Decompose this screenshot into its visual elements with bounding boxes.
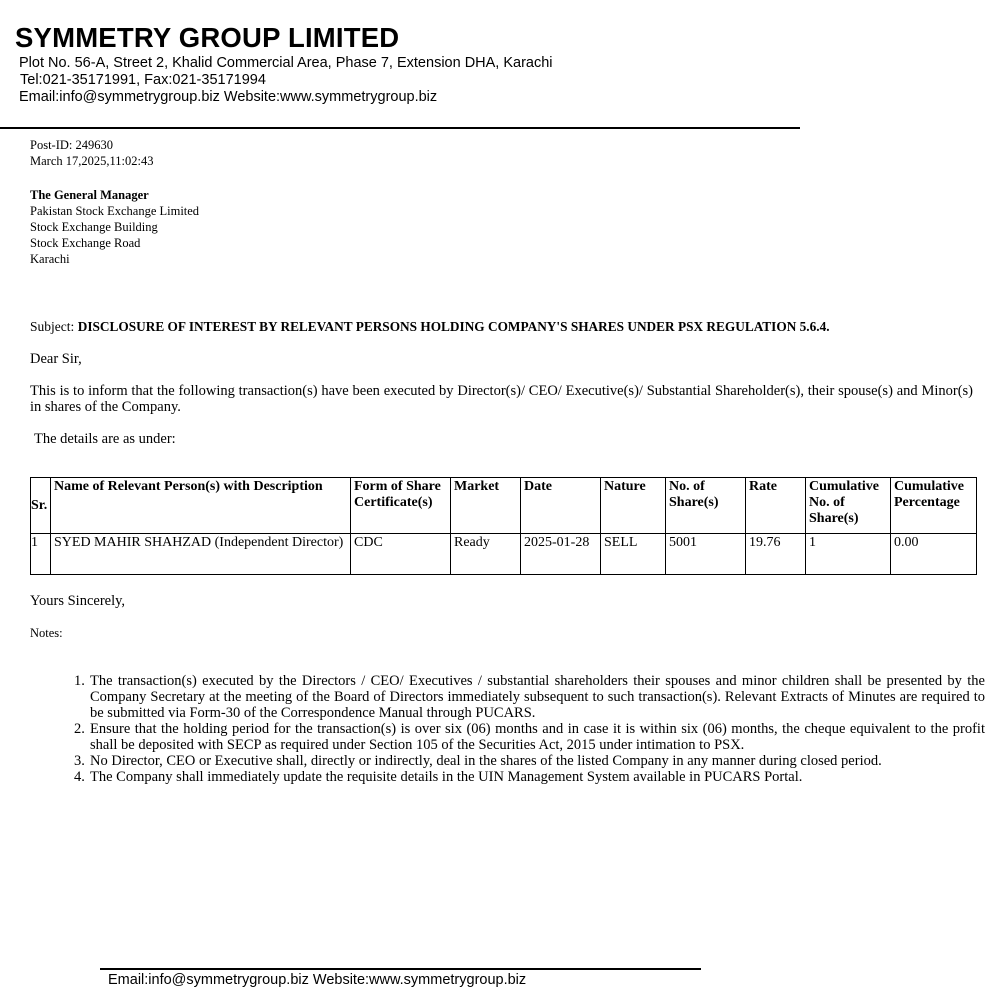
- recipient-line: Pakistan Stock Exchange Limited: [30, 204, 200, 218]
- company-address: Plot No. 56-A, Street 2, Khalid Commercial Area, Phase 7, Extension DHA, Karachi: [19, 55, 553, 71]
- cell-nature: SELL: [601, 534, 666, 575]
- subject-text: DISCLOSURE OF INTEREST BY RELEVANT PERSONS HOLDING COMPANY'S SHARES UNDER PSX REGULATION 5.6.4.: [77, 319, 830, 334]
- table-header-row: [31, 478, 977, 534]
- note-text: No Director, CEO or Executive shall, directly or indirectly, deal in the shares of the listed Company in any manner during closed period.: [90, 753, 882, 769]
- note-text: The transaction(s) executed by the Directors / CEO/ Executives / substantial shareholders their spouses and minor children shall be presented by the Company Secretary at the meeting of the Board of Directors immediately subsequent to such transaction(s). Relevant Extracts of Minutes are required to be submitted via Form-30 of the Correspondence Manual through PUCARS.: [90, 673, 985, 721]
- header-form: Form of Share Certificate(s): [351, 478, 451, 534]
- note-number: 3.: [74, 753, 85, 769]
- header-date: Date: [521, 478, 601, 534]
- recipient-title: The General Manager: [30, 188, 149, 202]
- header-cumulative-shares: Cumulative No. of Share(s): [806, 478, 891, 534]
- notes-label: Notes:: [30, 626, 63, 640]
- note-number: 4.: [74, 769, 85, 785]
- post-id: Post-ID: 249630: [30, 138, 113, 152]
- header-cumulative-percentage: Cumulative Percentage: [891, 478, 977, 534]
- recipient-line: Karachi: [30, 252, 70, 266]
- recipient-line: Stock Exchange Road: [30, 236, 141, 250]
- cell-market: Ready: [451, 534, 521, 575]
- header-shares: No. of Share(s): [666, 478, 746, 534]
- recipient-line: Stock Exchange Building: [30, 220, 158, 234]
- cell-date: 2025-01-28: [521, 534, 601, 575]
- cell-sr: 1: [31, 534, 51, 575]
- note-text: Ensure that the holding period for the transaction(s) is over six (06) months and in case it is within six (06) months, the cheque equivalent to the profit shall be deposited with SECP as required under Section 105 of the Securities Act, 2015 under intimation to PSX.: [90, 721, 985, 753]
- header-sr: Sr.: [31, 478, 51, 534]
- list-item: [74, 721, 985, 753]
- note-number: 2.: [74, 721, 85, 737]
- list-item: [74, 753, 985, 769]
- list-item: [74, 769, 985, 785]
- details-intro: The details are as under:: [34, 431, 176, 447]
- subject-line: [30, 319, 830, 336]
- cell-cumulative-shares: 1: [806, 534, 891, 575]
- note-number: 1.: [74, 673, 85, 689]
- subject-label: Subject:: [30, 319, 75, 334]
- cell-form: CDC: [351, 534, 451, 575]
- header-rate: Rate: [746, 478, 806, 534]
- footer-divider: [100, 968, 701, 970]
- cell-shares: 5001: [666, 534, 746, 575]
- notes-list: [74, 673, 985, 785]
- company-phone-fax: Tel:021-35171991, Fax:021-35171994: [20, 72, 266, 88]
- company-email-website: Email:info@symmetrygroup.biz Website:www.symmetrygroup.biz: [19, 89, 438, 105]
- header-nature: Nature: [601, 478, 666, 534]
- table-row: [31, 534, 977, 575]
- post-date: March 17,2025,11:02:43: [30, 154, 154, 168]
- header-name: Name of Relevant Person(s) with Description: [51, 478, 351, 534]
- closing: Yours Sincerely,: [30, 593, 126, 609]
- header-market: Market: [451, 478, 521, 534]
- intro-paragraph: This is to inform that the following transaction(s) have been executed by Director(s)/ CEO/ Executive(s)/ Substantial Shareholder(s), their spouse(s) and Minor(s) in shares of the Company.: [30, 383, 973, 415]
- footer-email-website: Email:info@symmetrygroup.biz Website:www.symmetrygroup.biz: [108, 972, 527, 988]
- cell-rate: 19.76: [746, 534, 806, 575]
- note-text: The Company shall immediately update the requisite details in the UIN Management System available in PUCARS Portal.: [90, 769, 803, 785]
- header-divider: [0, 127, 800, 129]
- list-item: [74, 673, 985, 721]
- company-name: SYMMETRY GROUP LIMITED: [15, 22, 400, 53]
- cell-name: SYED MAHIR SHAHZAD (Independent Director): [51, 534, 351, 575]
- transactions-table: [30, 477, 977, 575]
- cell-cumulative-percentage: 0.00: [891, 534, 977, 575]
- salutation: Dear Sir,: [30, 351, 82, 367]
